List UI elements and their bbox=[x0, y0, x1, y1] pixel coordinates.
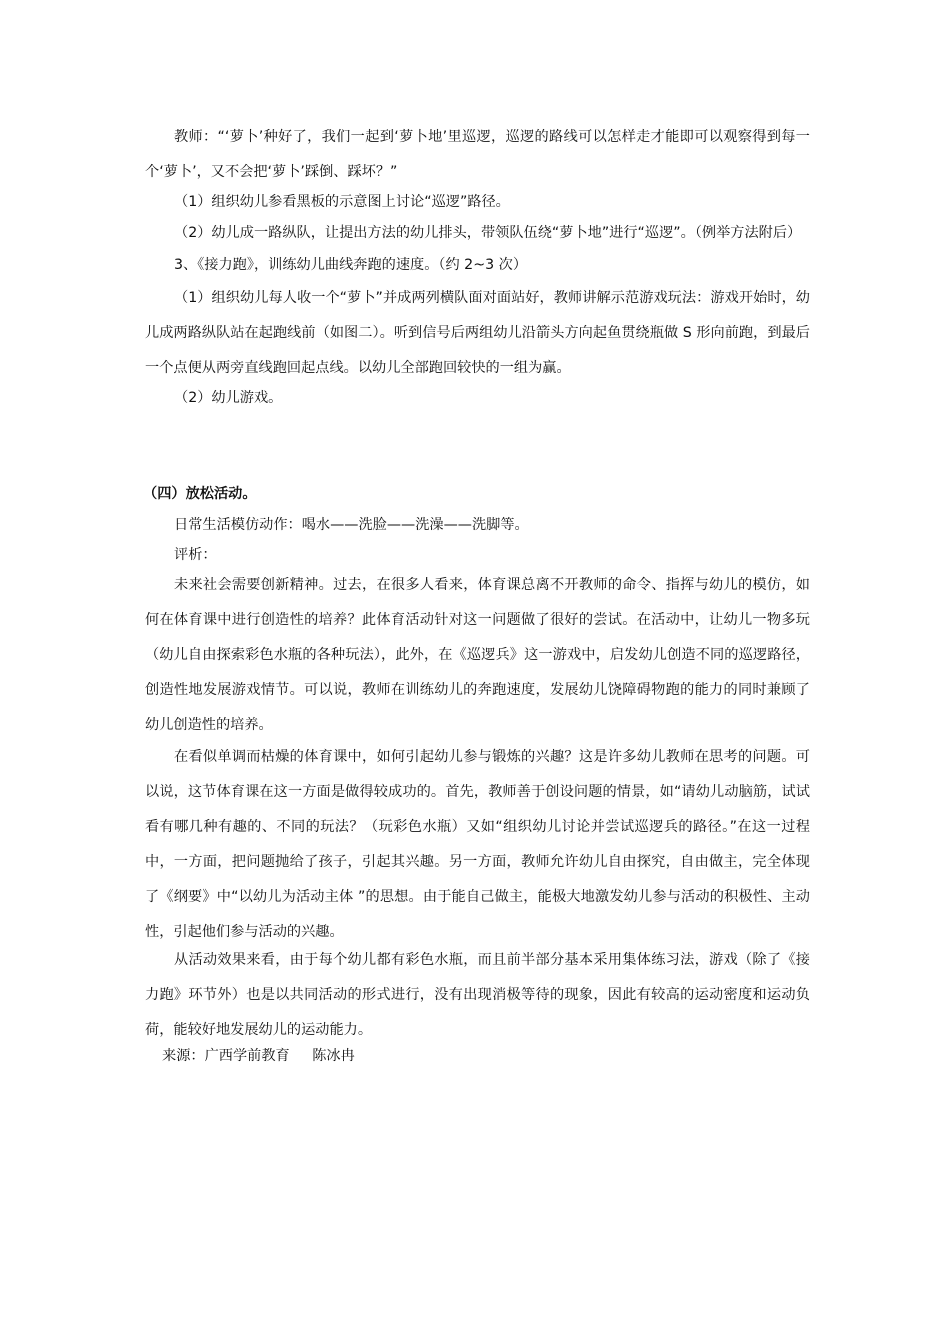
relay-race-heading: 3、《接力跑》，训练幼儿曲线奔跑的速度。（约 2~3 次） bbox=[174, 257, 528, 273]
step-2-paragraph: （2）幼儿成一路纵队，让提出方法的幼儿排头，带领队伍绕“萝卜地”进行“巡逻”。（例举方法附后） bbox=[174, 225, 802, 241]
children-play-paragraph: （2）幼儿游戏。 bbox=[174, 390, 283, 406]
evaluation-paragraph-3: 从活动效果来看，由于每个幼儿都有彩色水瓶，而且前半部分基本采用集体练习法，游戏（除了《接力跑》环节外）也是以共同活动的形式进行，没有出现消极等待的现象，因此有较高的运动密度和运动负荷，能较好地发展幼儿的运动能力。 bbox=[145, 952, 810, 1038]
relay-rules-paragraph: （1）组织幼儿每人收一个“萝卜”并成两列横队面对面站好，教师讲解示范游戏玩法：游戏开始时，幼儿成两路纵队站在起跑线前（如图二）。听到信号后两组幼儿沿箭头方向起鱼贯绕瓶做 S 形向前跑，到最后一个点便从两旁直线跑回起点线。以幼儿全部跑回较快的一组为赢。 bbox=[145, 290, 810, 376]
evaluation-label: 评析： bbox=[174, 547, 217, 563]
teacher-question-paragraph: 教师：“‘萝卜’种好了，我们一起到‘萝卜地’里巡逻，巡逻的路线可以怎样走才能即可以观察得到每一个‘萝卜’，又不会把‘萝卜’踩倒、踩坏？” bbox=[145, 129, 810, 180]
evaluation-paragraph-1: 未来社会需要创新精神。过去，在很多人看来，体育课总离不开教师的命令、指挥与幼儿的模仿，如何在体育课中进行创造性的培养？此体育活动针对这一问题做了很好的尝试。在活动中，让幼儿一物多玩（幼儿自由探索彩色水瓶的各种玩法），此外，在《巡逻兵》这一游戏中，启发幼儿创造不同的巡逻路径，创造性地发展游戏情节。可以说，教师在训练幼儿的奔跑速度，发展幼儿饶障碍物跑的能力的同时兼顾了幼儿创造性的培养。 bbox=[145, 577, 810, 733]
evaluation-paragraph-2: 在看似单调而枯燥的体育课中，如何引起幼儿参与锻炼的兴趣？这是许多幼儿教师在思考的问题。可以说，这节体育课在这一方面是做得较成功的。首先，教师善于创设问题的情景，如“请幼儿动脑筋，试试看有哪几种有趣的、不同的玩法？（玩彩色水瓶）又如“组织幼儿讨论并尝试巡逻兵的路径。”在这一过程中，一方面，把问题抛给了孩子，引起其兴趣。另一方面，教师允许幼儿自由探究，自由做主，完全体现了《纲要》中“以幼儿为活动主体 ”的思想。由于能自己做主，能极大地激发幼儿参与活动的积极性、主动性，引起他们参与活动的兴趣。 bbox=[145, 749, 810, 940]
section-four-heading: （四）放松活动。 bbox=[143, 486, 257, 502]
source-line: 来源：广西学前教育 陈冰冉 bbox=[162, 1048, 355, 1064]
imitation-paragraph: 日常生活模仿动作：喝水——洗脸——洗澡——洗脚等。 bbox=[174, 517, 529, 533]
step-1-paragraph: （1）组织幼儿参看黑板的示意图上讨论“巡逻”路径。 bbox=[174, 194, 510, 210]
